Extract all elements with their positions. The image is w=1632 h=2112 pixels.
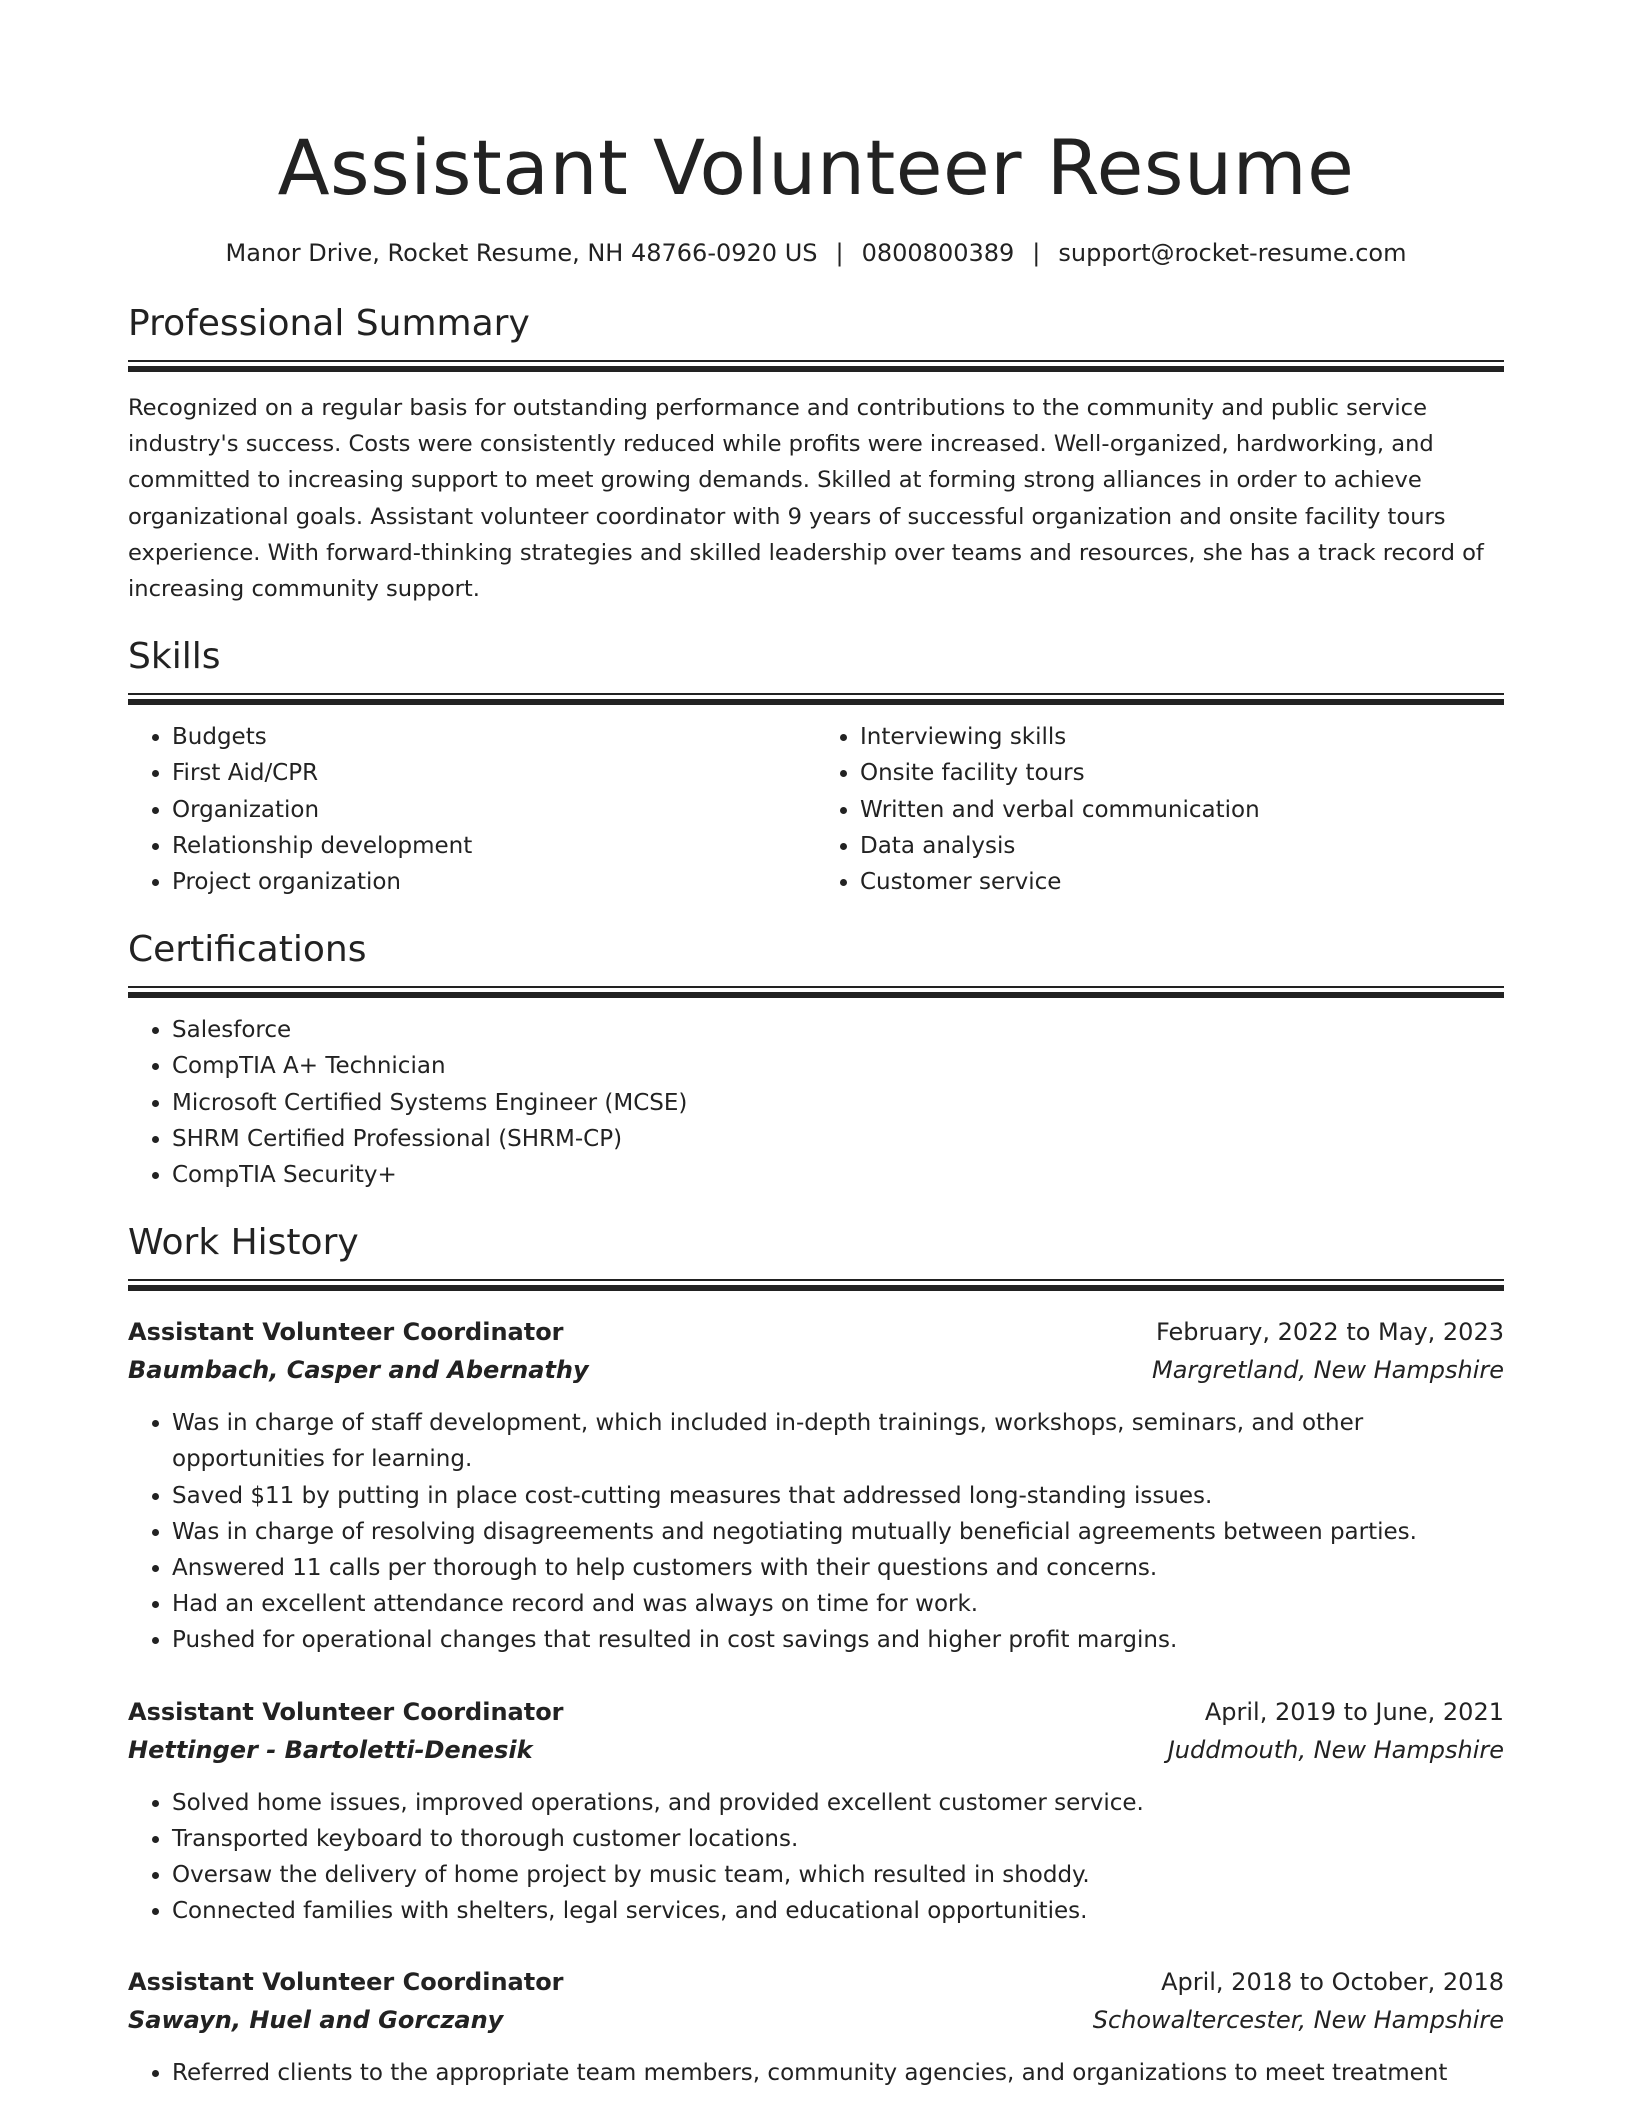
job-company: Hettinger - Bartoletti-Denesik bbox=[128, 1735, 533, 1764]
contact-separator: | bbox=[1032, 239, 1041, 267]
job-location: Schowaltercester, New Hampshire bbox=[1092, 2006, 1504, 2035]
job-dates: February, 2022 to May, 2023 bbox=[1156, 1318, 1504, 1347]
skill-item: • Written and verbal communication bbox=[860, 792, 1504, 828]
job-bullets bbox=[128, 1405, 1504, 1658]
job-dates: April, 2018 to October, 2018 bbox=[1161, 1968, 1504, 1997]
skill-item: • Customer service bbox=[860, 864, 1504, 900]
job-bullet: • Solved home issues, improved operations, and provided excellent customer service. bbox=[172, 1785, 1504, 1821]
job-header-row bbox=[128, 1963, 1504, 2001]
job-header-row bbox=[128, 1693, 1504, 1731]
job-bullet: • Pushed for operational changes that resulted in cost savings and higher profit margins. bbox=[172, 1622, 1504, 1658]
certifications-section bbox=[128, 928, 1504, 1193]
job-bullet: • Answered 11 calls per thorough to help customers with their questions and concerns. bbox=[172, 1550, 1504, 1586]
job-entry bbox=[128, 1963, 1504, 2091]
work-history-section bbox=[128, 1221, 1504, 2091]
job-bullet: • Connected families with shelters, legal services, and educational opportunities. bbox=[172, 1893, 1504, 1929]
certification-item: • CompTIA Security+ bbox=[172, 1157, 1504, 1193]
job-dates: April, 2019 to June, 2021 bbox=[1204, 1697, 1504, 1726]
skill-item: • Data analysis bbox=[860, 828, 1504, 864]
skill-item: • Project organization bbox=[172, 864, 816, 900]
job-location: Juddmouth, New Hampshire bbox=[1167, 1735, 1504, 1764]
resume-title: Assistant Volunteer Resume bbox=[277, 123, 1355, 212]
section-divider bbox=[128, 986, 1504, 998]
summary-heading: Professional Summary bbox=[128, 303, 530, 344]
work-history-heading: Work History bbox=[128, 1222, 359, 1264]
certification-item: • Microsoft Certified Systems Engineer (MCSE) bbox=[172, 1085, 1504, 1121]
certifications-list bbox=[128, 1012, 1504, 1193]
job-location: Margretland, New Hampshire bbox=[1152, 1356, 1504, 1385]
job-title: Assistant Volunteer Coordinator bbox=[128, 1968, 564, 1997]
certification-item: • SHRM Certified Professional (SHRM-CP) bbox=[172, 1121, 1504, 1157]
job-title: Assistant Volunteer Coordinator bbox=[128, 1318, 564, 1347]
skill-item: • First Aid/CPR bbox=[172, 755, 816, 791]
job-entry bbox=[128, 1693, 1504, 1930]
certifications-heading: Certifications bbox=[128, 929, 367, 971]
section-divider bbox=[128, 693, 1504, 705]
contact-line bbox=[128, 238, 1504, 268]
skill-item: • Interviewing skills bbox=[860, 719, 1504, 755]
section-divider bbox=[128, 1279, 1504, 1291]
job-company-row bbox=[128, 2001, 1504, 2039]
job-company-row bbox=[128, 1351, 1504, 1389]
job-bullet: • Was in charge of resolving disagreements and negotiating mutually beneficial agreements between parties. bbox=[172, 1514, 1504, 1550]
job-bullet: • Transported keyboard to thorough customer locations. bbox=[172, 1821, 1504, 1857]
job-title: Assistant Volunteer Coordinator bbox=[128, 1697, 564, 1726]
skills-columns bbox=[128, 719, 1504, 900]
contact-phone: 0800800389 bbox=[861, 239, 1015, 267]
contact-address: Manor Drive, Rocket Resume, NH 48766-0920 US bbox=[225, 239, 818, 267]
skill-item: • Relationship development bbox=[172, 828, 816, 864]
job-bullet: • Referred clients to the appropriate team members, community agencies, and organizations to meet treatment bbox=[172, 2055, 1504, 2091]
skills-list-right bbox=[816, 719, 1504, 900]
job-company-row bbox=[128, 1731, 1504, 1769]
certification-item: • Salesforce bbox=[172, 1012, 1504, 1048]
skills-heading: Skills bbox=[128, 636, 221, 678]
job-bullet: • Was in charge of staff development, which included in-depth trainings, workshops, seminars, and other opportunities for learning. bbox=[172, 1405, 1504, 1477]
summary-section bbox=[128, 302, 1504, 607]
job-bullets bbox=[128, 1785, 1504, 1930]
contact-separator: | bbox=[835, 239, 844, 267]
job-bullets bbox=[128, 2055, 1504, 2091]
job-bullet: • Oversaw the delivery of home project by music team, which resulted in shoddy. bbox=[172, 1857, 1504, 1893]
skills-section bbox=[128, 635, 1504, 900]
skills-list-left bbox=[128, 719, 816, 900]
job-bullet: • Had an excellent attendance record and was always on time for work. bbox=[172, 1586, 1504, 1622]
section-divider bbox=[128, 360, 1504, 372]
job-company: Baumbach, Casper and Abernathy bbox=[128, 1356, 589, 1385]
skill-item: • Budgets bbox=[172, 719, 816, 755]
contact-email: support@rocket-resume.com bbox=[1058, 239, 1407, 267]
summary-text: Recognized on a regular basis for outstanding performance and contributions to the community and public service industry's success. Costs were consistently reduced while profits were increased. Well-organized, hardworking, and committed to increasing support to meet growing demands. Skilled at forming strong alliances in order to achieve organizational goals. Assistant volunteer coordinator with 9 years of successful organization and onsite facility tours experience. With forward-thinking strategies and skilled leadership over teams and resources, she has a track record of increasing community support. bbox=[128, 395, 1484, 603]
job-header-row bbox=[128, 1313, 1504, 1351]
job-company: Sawayn, Huel and Gorczany bbox=[128, 2006, 504, 2035]
certification-item: • CompTIA A+ Technician bbox=[172, 1048, 1504, 1084]
job-entry bbox=[128, 1313, 1504, 1658]
skill-item: • Organization bbox=[172, 792, 816, 828]
skill-item: • Onsite facility tours bbox=[860, 755, 1504, 791]
job-bullet: • Saved $11 by putting in place cost-cutting measures that addressed long-standing issues. bbox=[172, 1478, 1504, 1514]
